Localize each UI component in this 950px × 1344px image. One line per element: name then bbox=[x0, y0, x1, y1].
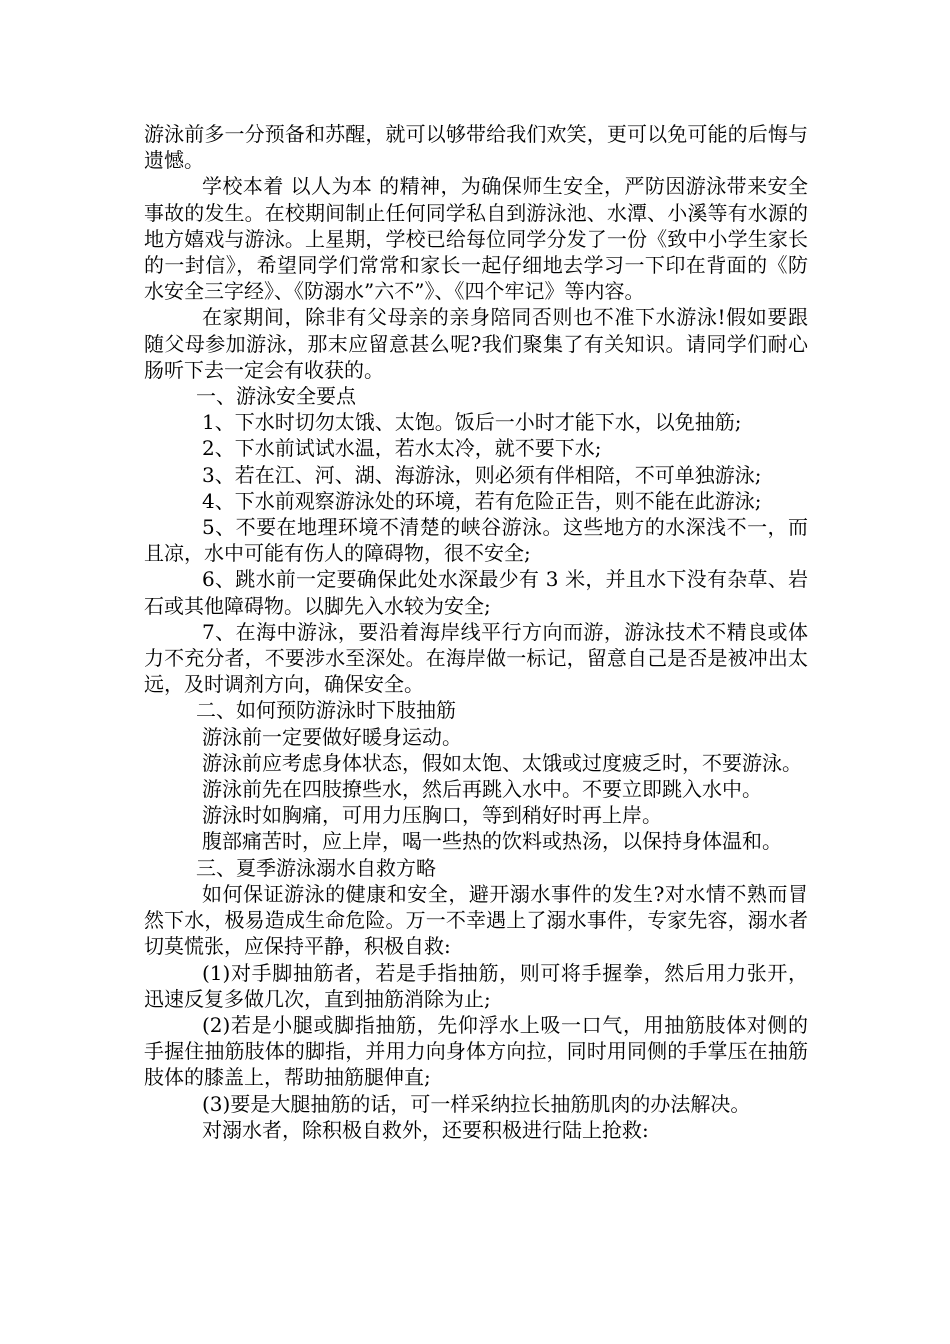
list-item: 4、下水前观察游泳处的环境，若有危险正告，则不能在此游泳; bbox=[202, 488, 762, 513]
paragraph: 对溺水者，除积极自救外，还要积极进行陆上抢救: bbox=[202, 1117, 649, 1142]
paragraph: 如何保证游泳的健康和安全，避开溺水事件的发生?对水情不熟而冒然下水，极易造成生命危险。万一不幸遇上了溺水事件，专家先容，溺水者切莫慌张，应保持平静，积极自救: bbox=[144, 881, 808, 959]
list-item: (1)对手脚抽筋者，若是手指抽筋，则可将手握拳，然后用力张开，迅速反复多做几次，直到抽筋消除为止; bbox=[144, 960, 808, 1011]
document-body bbox=[144, 121, 808, 1143]
paragraph: 在家期间，除非有父母亲的亲身陪同否则也不准下水游泳!假如要跟随父母参加游泳，那末应留意甚么呢?我们聚集了有关知识。请同学们耐心肠听下去一定会有收获的。 bbox=[144, 305, 808, 382]
section-heading: 二、如何预防游泳时下肢抽筋 bbox=[196, 698, 456, 723]
section-heading: 三、夏季游泳溺水自救方略 bbox=[196, 855, 436, 880]
section-heading: 一、游泳安全要点 bbox=[196, 384, 356, 409]
paragraph: 游泳时如胸痛，可用力压胸口，等到稍好时再上岸。 bbox=[202, 803, 662, 828]
list-item: 3、若在江、河、湖、海游泳，则必须有伴相陪，不可单独游泳; bbox=[202, 462, 762, 487]
paragraph: 学校本着 以人为本 的精神，为确保师生安全，严防因游泳带来安全事故的发生。在校期间制止任何同学私自到游泳池、水潭、小溪等有水源的地方嬉戏与游泳。上星期，学校已给每位同学分发了一份《致中小学生家长的一封信》，希望同学们常常和家长一起仔细地去学习一下印在背面的《防水安全三字经》、《防溺水”六不”》、《四个牢记》等内容。 bbox=[144, 174, 808, 304]
list-item: (2)若是小腿或脚指抽筋，先仰浮水上吸一口气，用抽筋肢体对侧的手握住抽筋肢体的脚指，并用力向身体方向拉，同时用同侧的手掌压在抽筋肢体的膝盖上，帮助抽筋腿伸直; bbox=[144, 1012, 808, 1090]
paragraph: 游泳前先在四肢撩些水，然后再跳入水中。不要立即跳入水中。 bbox=[202, 777, 762, 802]
list-item: 1、下水时切勿太饿、太饱。饭后一小时才能下水，以免抽筋; bbox=[202, 410, 742, 435]
paragraph: 游泳前多一分预备和苏醒，就可以够带给我们欢笑，更可以免可能的后悔与遗憾。 bbox=[144, 122, 808, 173]
list-item: 2、下水前试试水温，若水太冷，就不要下水; bbox=[202, 436, 602, 461]
list-item: 5、不要在地理环境不清楚的峡谷游泳。这些地方的水深浅不一，而且凉，水中可能有伤人的障碍物，很不安全; bbox=[144, 515, 808, 566]
list-item: 6、跳水前一定要确保此处水深最少有 3 米，并且水下没有杂草、岩石或其他障碍物。以脚先入水较为安全; bbox=[144, 567, 808, 618]
paragraph: 腹部痛苦时，应上岸，喝一些热的饮料或热汤，以保持身体温和。 bbox=[202, 829, 782, 854]
paragraph: 游泳前一定要做好暖身运动。 bbox=[202, 724, 462, 749]
list-item: (3)要是大腿抽筋的话，可一样采纳拉长抽筋肌肉的办法解决。 bbox=[202, 1091, 751, 1116]
paragraph: 游泳前应考虑身体状态，假如太饱、太饿或过度疲乏时，不要游泳。 bbox=[202, 750, 802, 775]
list-item: 7、在海中游泳，要沿着海岸线平行方向而游，游泳技术不精良或体力不充分者，不要涉水至深处。在海岸做一标记，留意自己是否是被冲出太远，及时调剂方向，确保安全。 bbox=[144, 619, 808, 697]
